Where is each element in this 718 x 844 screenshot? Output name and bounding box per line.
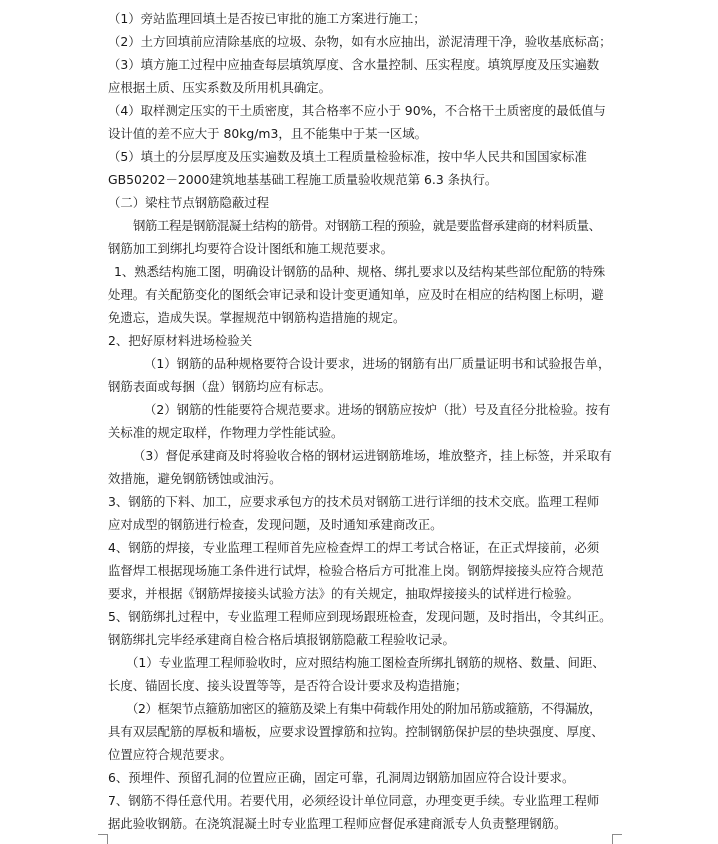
text-line: （1）旁站监理回填土是否按已审批的施工方案进行施工； bbox=[108, 11, 426, 26]
text-line: 2、把好原材料进场检验关 bbox=[108, 333, 253, 348]
text-line: （2）钢筋的性能要符合规范要求。进场的钢筋应按炉（批）号及直径分批检验。按有 bbox=[144, 402, 611, 417]
document-page bbox=[108, 0, 614, 844]
section-heading: （二）梁柱节点钢筋隐蔽过程 bbox=[108, 195, 270, 210]
text-line: 钢筋加工到绑扎均要符合设计图纸和施工规范要求。 bbox=[108, 241, 393, 256]
page-corner-mark-right bbox=[612, 834, 622, 844]
text-line: 6、预埋件、预留孔洞的位置应正确，固定可靠，孔洞周边钢筋加固应符合设计要求。 bbox=[108, 770, 575, 785]
text-line: 钢筋表面或每捆（盘）钢筋均应有标志。 bbox=[108, 379, 332, 394]
text-line: 4、钢筋的焊接，专业监理工程师首先应检查焊工的焊工考试合格证，在正式焊接前，必须 bbox=[108, 540, 600, 555]
text-line: （3）督促承建商及时将验收合格的钢材运进钢筋堆场，堆放整齐，挂上标签，并采取有 bbox=[133, 448, 612, 463]
text-line: 免遗忘，造成失误。掌握规范中钢筋构造措施的规定。 bbox=[108, 310, 406, 325]
text-line: （2）土方回填前应清除基底的垃圾、杂物，如有水应抽出，淤泥清理干净，验收基底标高； bbox=[108, 34, 612, 49]
text-line: 7、钢筋不得任意代用。若要代用，必须经设计单位同意，办理变更手续。专业监理工程师 bbox=[108, 793, 600, 808]
text-line: 3、钢筋的下料、加工，应要求承包方的技术员对钢筋工进行详细的技术交底。监理工程师 bbox=[108, 494, 600, 509]
text-line: （5）填土的分层厚度及压实遍数及填土工程质量检验标准，按中华人民共和国国家标准 bbox=[108, 149, 587, 164]
text-line: 1、熟悉结构施工图，明确设计钢筋的品种、规格、绑扎要求以及结构某些部位配筋的特殊 bbox=[114, 264, 606, 279]
page-corner-mark-left bbox=[98, 834, 108, 844]
text-line: （1）专业监理工程师验收时，应对照结构施工图检查所绑扎钢筋的规格、数量、间距、 bbox=[126, 655, 605, 670]
text-line: 钢筋工程是钢筋混凝土结构的筋骨。对钢筋工程的预验，就是要监督承建商的材料质量、 bbox=[133, 218, 601, 233]
text-line: 位置应符合规范要求。 bbox=[108, 747, 232, 762]
text-line: 具有双层配筋的厚板和墙板，应要求设置撑筋和拉钩。控制钢筋保护层的垫块强度、厚度、 bbox=[108, 724, 604, 739]
text-line: 要求，并根据《钢筋焊接接头试验方法》的有关规定，抽取焊接接头的试样进行检验。 bbox=[108, 586, 579, 601]
text-line: 长度、锚固长度、接头设置等等，是否符合设计要求及构造措施； bbox=[108, 678, 468, 693]
text-line: 5、钢筋绑扎过程中，专业监理工程师应到现场跟班检查，发现问题，及时指出，令其纠正。 bbox=[108, 609, 612, 624]
text-line: （2）框架节点箍筋加密区的箍筋及梁上有集中荷载作用处的附加吊筋或箍筋，不得漏放， bbox=[126, 701, 602, 716]
text-line: 关标准的规定取样，作物理力学性能试验。 bbox=[108, 425, 344, 440]
text-line: 设计值的差不应大于 80kg/m3，且不能集中于某一区域。 bbox=[108, 126, 428, 141]
text-line: （3）填方施工过程中应抽查每层填筑厚度、含水量控制、压实程度。填筑厚度及压实遍数 bbox=[108, 57, 600, 72]
text-line: 处理。有关配筋变化的图纸会审记录和设计变更通知单，应及时在相应的结构图上标明，避 bbox=[108, 287, 604, 302]
text-line: GB50202－2000建筑地基基础工程施工质量验收规范第 6.3 条执行。 bbox=[108, 172, 498, 187]
text-line: 应对成型的钢筋进行检查，发现问题，及时通知承建商改正。 bbox=[108, 517, 443, 532]
text-line: 据此验收钢筋。在浇筑混凝土时专业监理工程师应督促承建商派专人负责整理钢筋。 bbox=[108, 816, 567, 831]
text-line: 钢筋绑扎完毕经承建商自检合格后填报钢筋隐蔽工程验收记录。 bbox=[108, 632, 455, 647]
text-line: （4）取样测定压实的干土质密度，其合格率不应小于 90%，不合格干土质密度的最低值与 bbox=[108, 103, 606, 118]
text-line: 监督焊工根据现场施工条件进行试焊，检验合格后方可批准上岗。钢筋焊接接头应符合规范 bbox=[108, 563, 604, 578]
text-line: 效措施，避免钢筋锈蚀或油污。 bbox=[108, 471, 282, 486]
text-line: 应根据土质、压实系数及所用机具确定。 bbox=[108, 80, 332, 95]
text-line: （1）钢筋的品种规格要符合设计要求，进场的钢筋有出厂质量证明书和试验报告单， bbox=[144, 356, 611, 371]
